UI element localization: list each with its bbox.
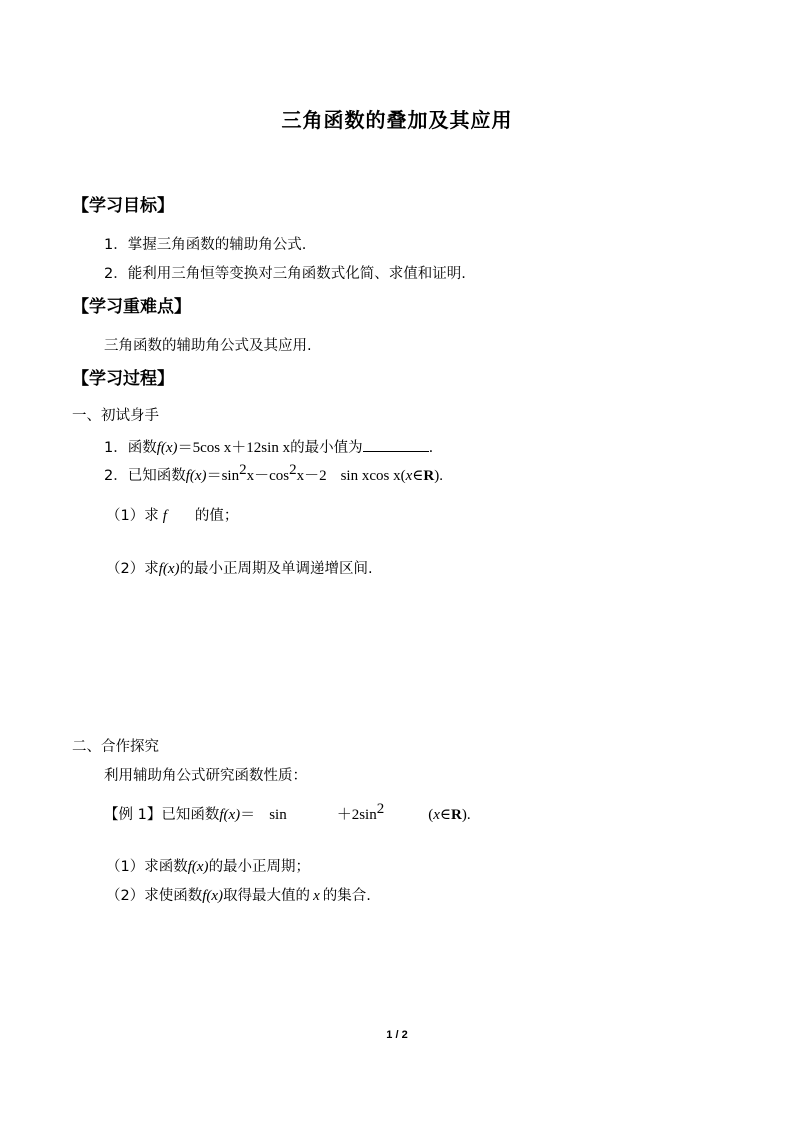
- objective-item-2: 2．能利用三角恒等变换对三角函数式化简、求值和证明.: [104, 266, 466, 282]
- q2-2-suffix: 的最小正周期及单调递增区间.: [179, 561, 373, 577]
- q1-expr: ＝5cos x＋12sin x: [177, 440, 291, 456]
- part2-heading: 二、合作探究: [72, 739, 159, 755]
- q2-1-label: （1）求: [106, 508, 159, 524]
- example-eq: ＝: [240, 807, 256, 823]
- example-prefix: 已知函数: [161, 807, 220, 823]
- objective-item-1: 1．掌握三角函数的辅助角公式.: [104, 237, 307, 253]
- sub2-func: f(x): [202, 888, 224, 904]
- question-1: [104, 436, 433, 457]
- sub2-suffix: 的集合.: [322, 888, 371, 904]
- q2-func: f(x): [185, 468, 207, 484]
- part2-intro: 利用辅助角公式研究函数性质：: [104, 768, 307, 784]
- sub1-suffix: 的最小正周期；: [208, 859, 311, 875]
- q2-expr-d: sin xcos x(: [340, 468, 406, 484]
- question-2-part-1: [106, 504, 238, 525]
- q2-expr-a: ＝sin: [206, 468, 240, 484]
- q1-suffix: 的最小值为: [290, 440, 363, 456]
- example-func: f(x): [219, 807, 241, 823]
- q2-1-suffix: 的值；: [194, 508, 239, 524]
- part1-heading: 一、初试身手: [72, 408, 159, 424]
- q2-expr-c: x－2: [296, 468, 327, 484]
- q2-in: ∈: [412, 468, 424, 484]
- example-label: 【例 1】: [104, 807, 162, 823]
- example-var: x: [433, 807, 440, 823]
- example-end: ).: [461, 807, 471, 823]
- sub2-label: （2）求使函数: [106, 888, 203, 904]
- q2-2-func: f(x): [158, 561, 180, 577]
- example-sin: sin: [269, 807, 287, 823]
- example-1: [104, 803, 471, 824]
- q2-set: R: [423, 468, 435, 484]
- example-sub-1: [106, 855, 310, 876]
- page-title: 三角函数的叠加及其应用: [281, 108, 513, 132]
- example-sup: 2: [376, 801, 385, 817]
- answer-blank[interactable]: [363, 439, 429, 452]
- q2-prefix: 2．已知函数: [104, 468, 186, 484]
- q2-2-label: （2）求: [106, 561, 159, 577]
- key-points-heading: 【学习重难点】: [72, 297, 191, 317]
- q2-end: ).: [434, 468, 443, 484]
- sub2-mid: 取得最大值的: [223, 888, 311, 904]
- example-set: R: [451, 807, 462, 823]
- q1-prefix: 1．函数: [104, 440, 157, 456]
- q2-1-func: f: [162, 508, 167, 524]
- example-sub-2: [106, 884, 371, 905]
- example-in: ∈: [439, 807, 451, 823]
- question-2-part-2: [106, 557, 373, 578]
- example-plus: ＋2sin: [336, 807, 377, 823]
- q2-var: x: [405, 468, 413, 484]
- q2-sup-1: 2: [239, 462, 247, 478]
- sub2-var: x: [313, 888, 320, 904]
- sub1-label: （1）求函数: [106, 859, 188, 875]
- page-number: 1 / 2: [386, 1029, 408, 1041]
- q2-sup-2: 2: [289, 462, 297, 478]
- key-points-text: 三角函数的辅助角公式及其应用.: [104, 338, 312, 354]
- question-2: [104, 464, 443, 485]
- process-heading: 【学习过程】: [72, 369, 174, 389]
- sub1-func: f(x): [187, 859, 209, 875]
- q2-expr-b: x－cos: [246, 468, 290, 484]
- example-open: (: [428, 807, 434, 823]
- objectives-heading: 【学习目标】: [72, 196, 174, 216]
- q1-func: f(x): [156, 440, 178, 456]
- q1-end: .: [428, 440, 434, 456]
